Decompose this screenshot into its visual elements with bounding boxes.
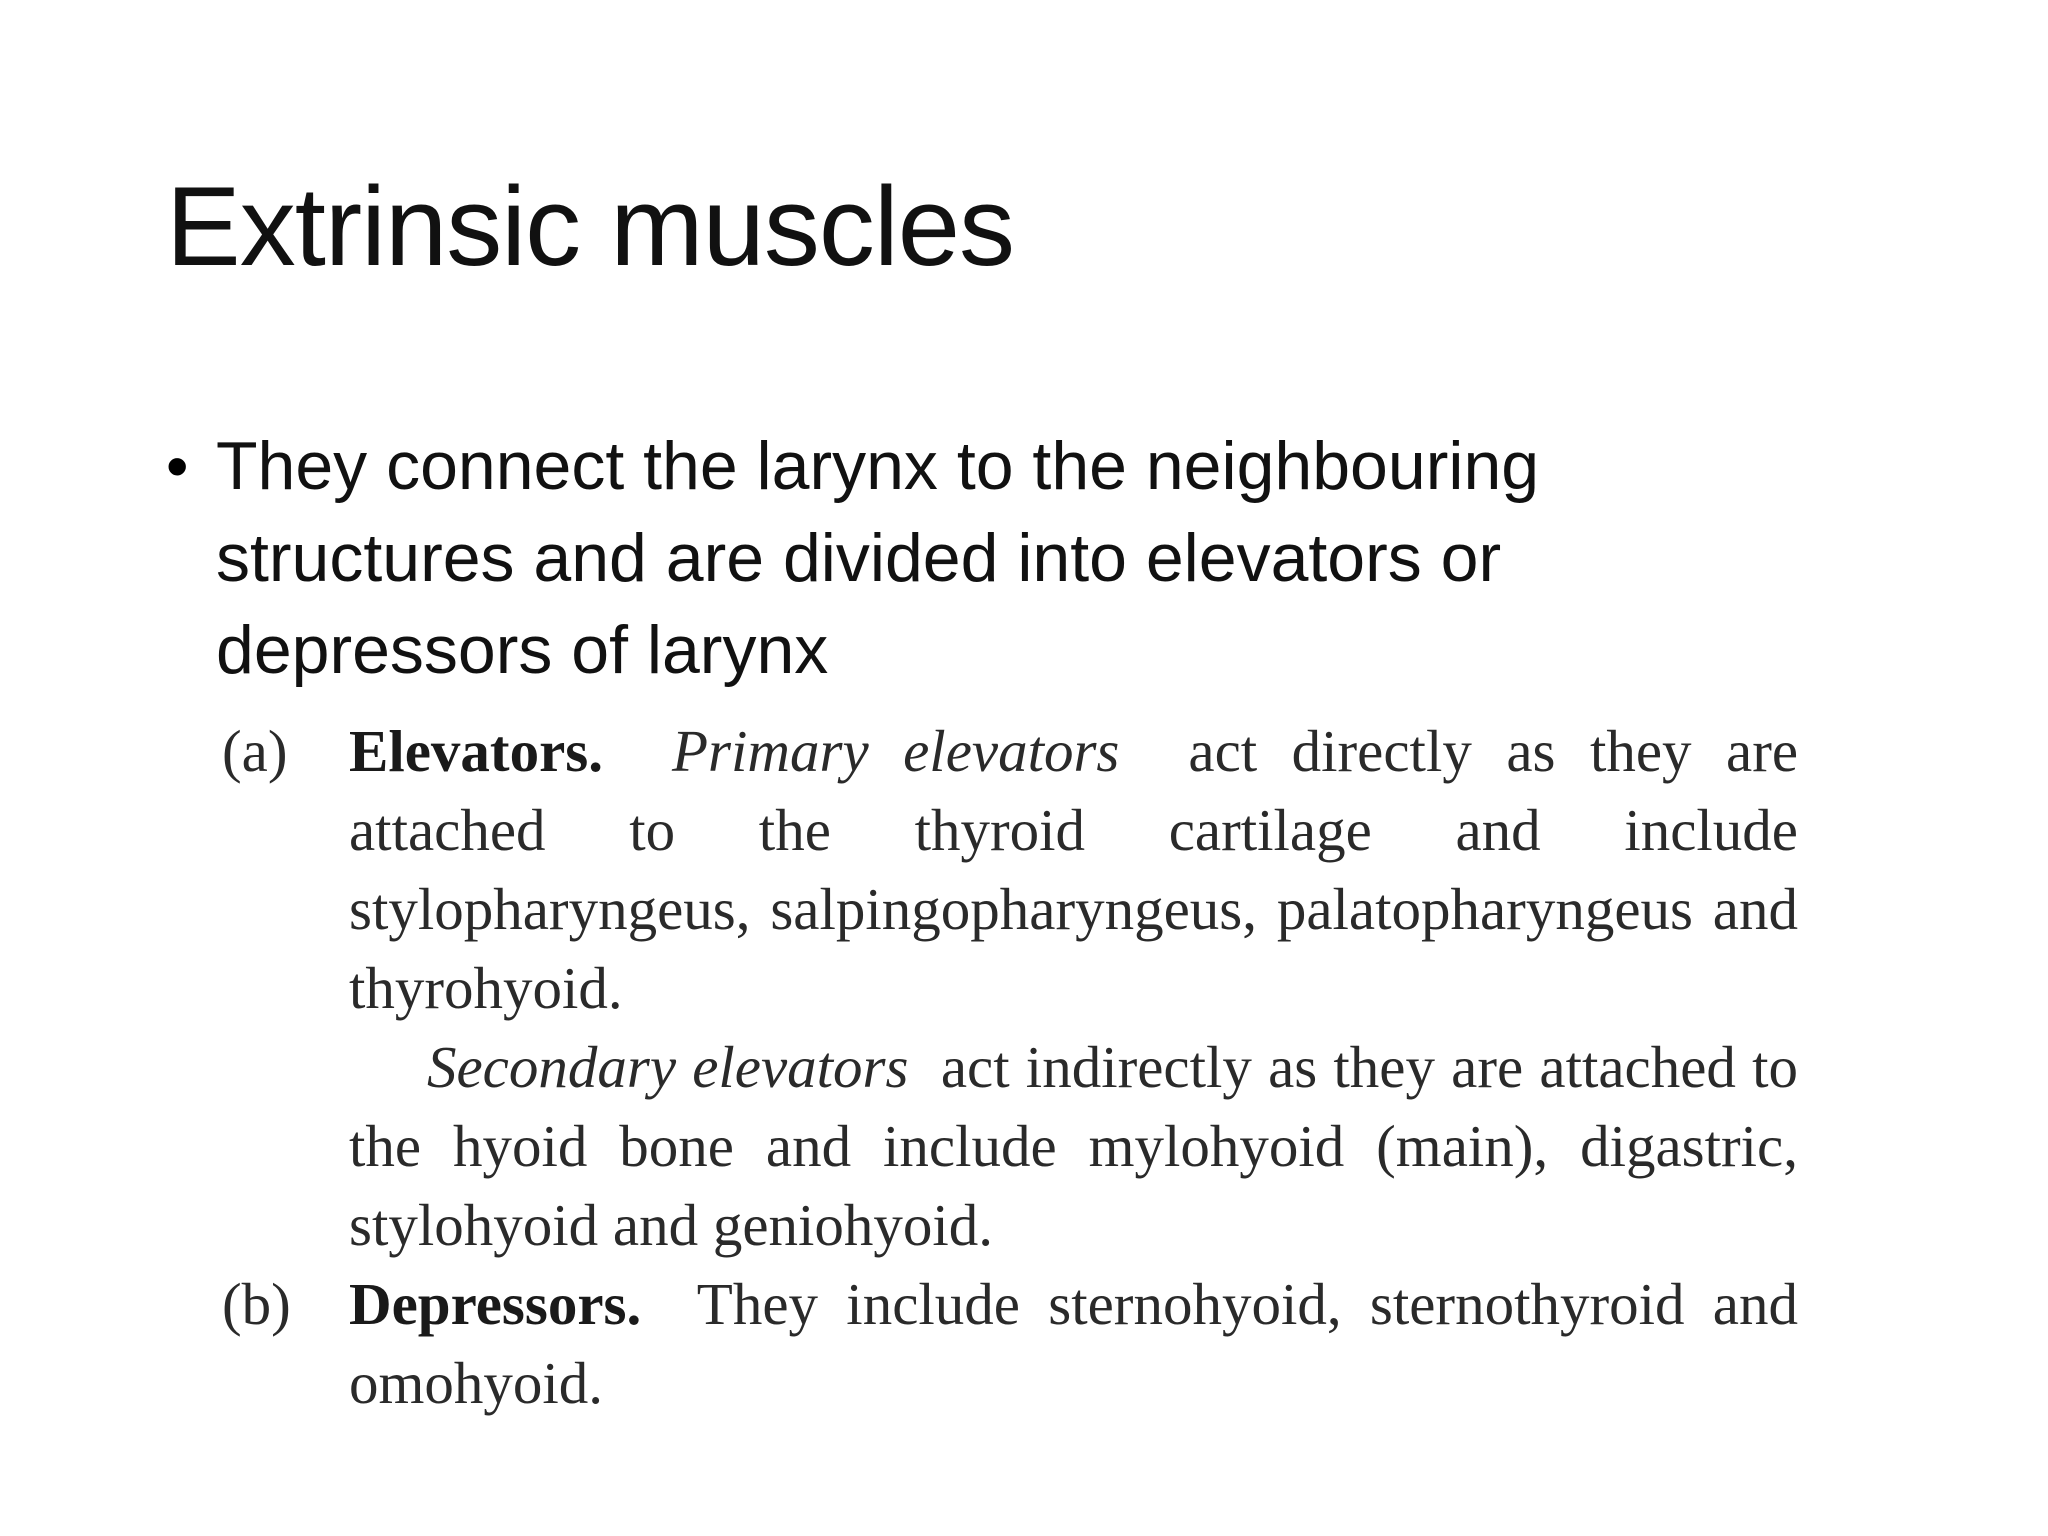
bullet-dot-icon: • (166, 430, 189, 502)
depressors-text: They include sternohyoid, sternothyroid and omohyoid. (349, 1271, 1798, 1416)
secondary-elevators-term: Secondary elevators (427, 1034, 909, 1100)
secondary-elevators-paragraph (349, 1028, 1798, 1265)
item-label-a: (a) (222, 718, 288, 784)
bullet-text: They connect the larynx to the neighbouring structures and are divided into elevators or depressors of larynx (216, 428, 1540, 688)
primary-elevators-term: Primary elevators (671, 718, 1120, 784)
scanned-textbook-excerpt (222, 712, 1798, 1423)
depressors-term: Depressors. (349, 1271, 642, 1337)
primary-elevators-text: act directly as they are attached to the thyroid cartilage and include stylopharyngeus, salpingopharyngeus, palatopharyngeus and thyrohyoid. (349, 718, 1799, 1021)
depressors-paragraph (349, 1265, 1798, 1423)
primary-elevators-paragraph (349, 712, 1798, 1028)
elevators-term: Elevators. (349, 718, 603, 784)
item-label-b: (b) (222, 1271, 291, 1337)
slide-title: Extrinsic muscles (166, 164, 1015, 289)
elevators-item (222, 712, 1798, 1265)
secondary-elevators-text: act indirectly as they are attached to the hyoid bone and include mylohyoid (main), digastric, stylohyoid and geniohyoid. (349, 1034, 1799, 1258)
bullet-item (166, 420, 1726, 696)
depressors-item (222, 1265, 1798, 1423)
